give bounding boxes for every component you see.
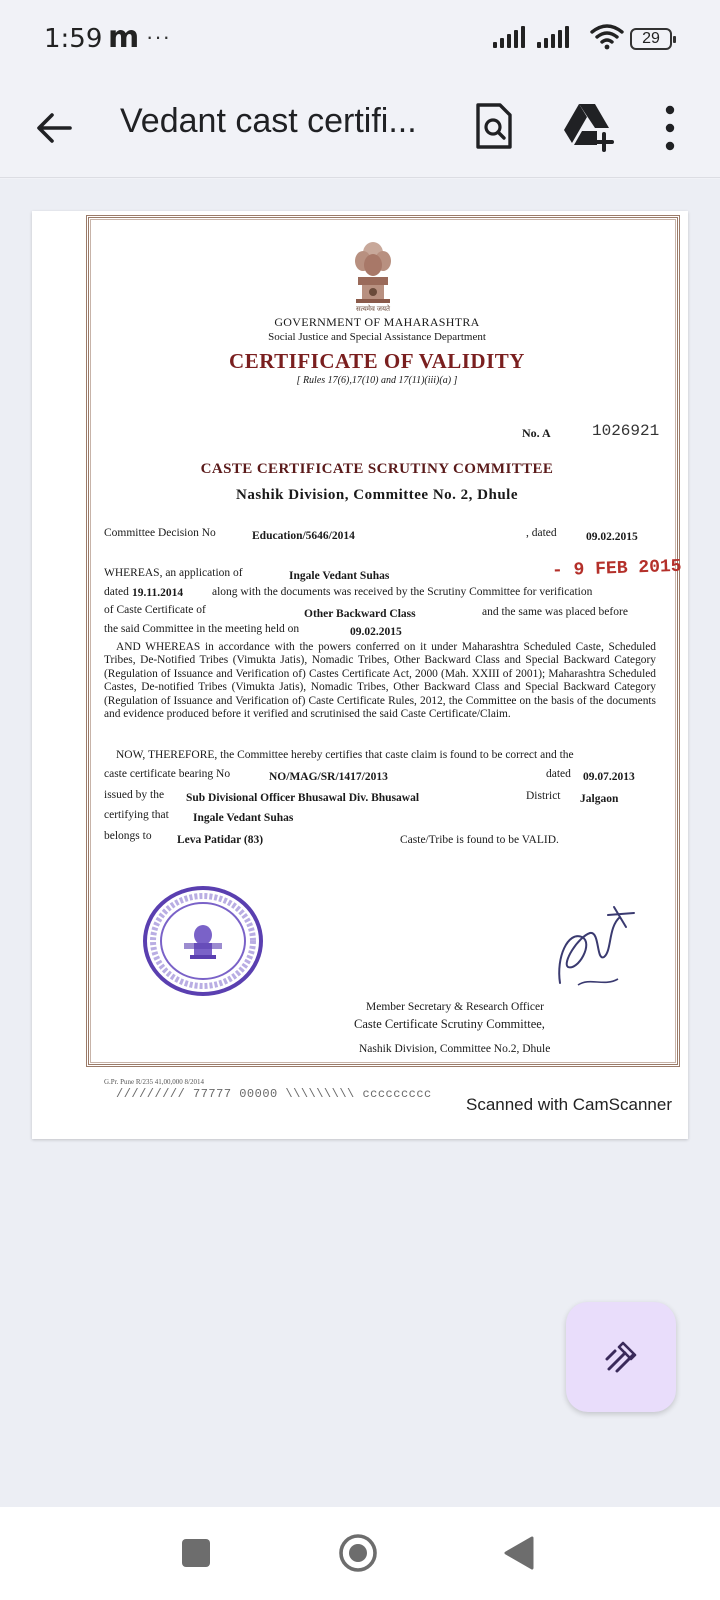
officer-signature: [538, 897, 648, 1007]
certificate-number: 1026921: [592, 422, 660, 440]
decision-number: Education/5646/2014: [252, 530, 355, 542]
printer-note: G.Pr. Pune R/235 41,00,000 8/2014: [104, 1078, 204, 1086]
certified-person: Ingale Vedant Suhas: [193, 812, 294, 824]
certifying-label: certifying that: [104, 809, 169, 821]
committee-heading: CASTE CERTIFICATE SCRUTINY COMMITTEE: [200, 461, 554, 477]
decision-date: 09.02.2015: [586, 531, 638, 543]
more-notifications-icon: ···: [146, 24, 171, 49]
bearing-dated-label: dated: [546, 768, 571, 780]
edit-button[interactable]: [566, 1302, 676, 1412]
whereas-label: WHEREAS, an application of: [104, 567, 243, 579]
caste-certificate-label: of Caste Certificate of: [104, 604, 206, 616]
camscanner-watermark: Scanned with CamScanner: [465, 1095, 672, 1114]
home-circle-icon[interactable]: [338, 1533, 378, 1573]
signal-icon-2: [537, 26, 569, 48]
certificate-number-label: No. A: [522, 426, 551, 440]
bearing-date: 09.07.2013: [583, 771, 635, 783]
drive-add-icon[interactable]: [562, 100, 616, 152]
signatory-division: Nashik Division, Committee No.2, Dhule: [359, 1043, 551, 1055]
caste-name: Leva Patidar (83): [177, 834, 264, 846]
emblem-motto: सत्यमेव जयते: [355, 306, 391, 313]
now-therefore-text: NOW, THEREFORE, the Committee hereby certifies that caste claim is found to be correct and the: [116, 749, 574, 761]
application-dated-label: dated: [104, 586, 129, 598]
app-notification-icon: m: [108, 20, 140, 55]
certificate-title: CERTIFICATE OF VALIDITY: [229, 349, 525, 373]
rules-reference: [ Rules 17(6),17(10) and 17(11)(iii)(a) ]: [296, 375, 458, 386]
caste-category: Other Backward Class: [304, 608, 416, 620]
arrow-left-icon[interactable]: [30, 104, 78, 152]
belongs-to-label: belongs to: [104, 830, 152, 842]
bearing-label: caste certificate bearing No: [104, 768, 231, 780]
wifi-icon: [590, 22, 624, 50]
more-vert-icon[interactable]: [660, 102, 680, 154]
placed-before-text: and the same was placed before: [482, 606, 628, 618]
scan-artifact-marks: ///////// 77777 00000 \\\\\\\\\ ccccccccc: [116, 1087, 432, 1101]
system-navigation-bar: [0, 1507, 720, 1600]
applicant-name: Ingale Vedant Suhas: [289, 570, 390, 582]
decision-label: Committee Decision No: [104, 527, 216, 539]
committee-seal-icon: [140, 883, 266, 999]
recents-square-icon[interactable]: [182, 1539, 210, 1567]
document-viewer[interactable]: [0, 179, 720, 1507]
certificate-bearing-number: NO/MAG/SR/1417/2013: [269, 771, 388, 783]
dated-label: , dated: [526, 527, 557, 539]
application-text: along with the documents was received by the Scrutiny Committee for verification: [212, 586, 593, 598]
app-bar: [0, 78, 720, 178]
state-emblem-icon: [350, 239, 396, 309]
meeting-label: the said Committee in the meeting held on: [104, 623, 300, 635]
back-triangle-icon[interactable]: [502, 1535, 536, 1571]
edit-pen-icon: [601, 1337, 641, 1377]
document-title: Vedant cast certifi...: [120, 102, 417, 140]
validity-statement: Caste/Tribe is found to be VALID.: [400, 834, 559, 846]
signatory-designation: Member Secretary & Research Officer: [366, 1001, 544, 1013]
issuing-officer: Sub Divisional Officer Bhusawal Div. Bhusawal: [186, 792, 420, 804]
status-time: 1:59: [44, 24, 103, 54]
signal-icon: [493, 26, 525, 48]
government-heading: GOVERNMENT OF MAHARASHTRA: [274, 315, 480, 329]
document-page[interactable]: [32, 211, 688, 1139]
document-search-icon[interactable]: [474, 102, 514, 150]
signatory-committee: Caste Certificate Scrutiny Committee,: [354, 1017, 545, 1031]
department-heading: Social Justice and Special Assistance Department: [268, 331, 486, 343]
application-date: 19.11.2014: [132, 587, 184, 599]
district-label: District: [526, 790, 561, 802]
issued-by-label: issued by the: [104, 789, 165, 801]
district-value: Jalgaon: [580, 793, 619, 805]
status-bar: [0, 0, 720, 78]
received-stamp-date: - 9 FEB 2015: [551, 556, 682, 582]
and-whereas-paragraph: AND WHEREAS in accordance with the powers conferred on it under Maharashtra Scheduled Caste, Scheduled Tribes, De-Notified Tribes (Vimukta Jatis), Nomadic Tribes, Other Backward Class and Special Backward Category (Regulation of Issuance and Verification of) Castes Certificate Act, 2000 (Mah. XXIII of 2001); Maharashtra Scheduled Castes, De-notified Tribes (Vimukta Jatis), Nomadic Tribes, Other Backward Class and Special Backward Category (Regulation of Issuance and Verification of) Caste Certificate Rules, 2012, the Committee on the basis of the documents and evidence produced before it verified and scrutinised the said Caste Certificate/Claim.: [104, 641, 656, 721]
division-heading: Nashik Division, Committee No. 2, Dhule: [235, 487, 518, 503]
meeting-date: 09.02.2015: [350, 626, 402, 638]
battery-indicator: 29: [630, 28, 672, 50]
